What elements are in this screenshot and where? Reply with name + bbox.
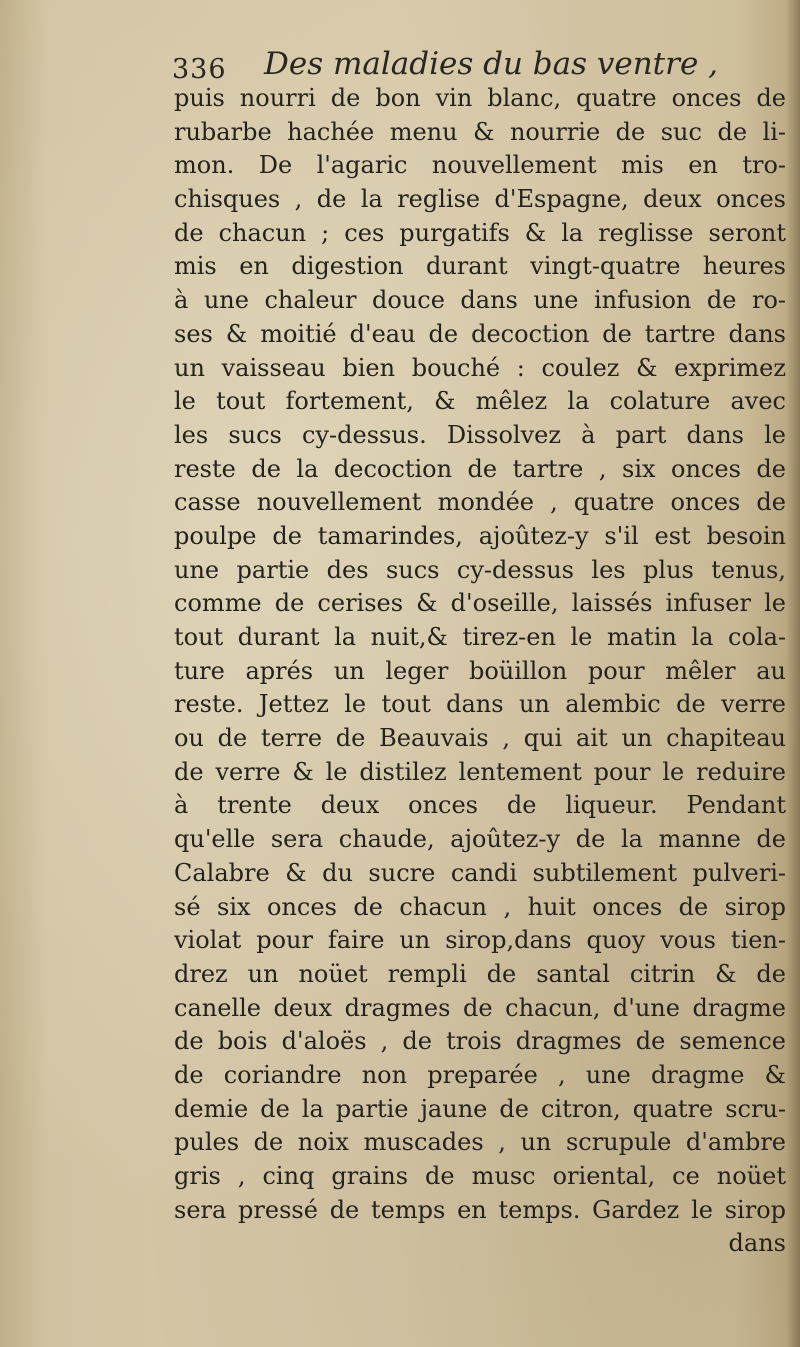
- text-line: poulpe de tamarindes, ajoûtez-y s'il est besoin: [174, 521, 786, 550]
- text-line: de verre & le distilez lentement pour le reduire: [174, 757, 786, 786]
- text-line: reste. Jettez le tout dans un alembic de verre: [174, 690, 786, 719]
- text-line: de bois d'aloës , de trois dragmes de semence: [174, 1027, 786, 1056]
- text-line: ses & moitié d'eau de decoction de tartre dans: [174, 319, 786, 348]
- text-line: violat pour faire un sirop,dans quoy vous tien-: [174, 926, 786, 955]
- text-line: les sucs cy-dessus. Dissolvez à part dans le: [174, 420, 786, 449]
- text-line: canelle deux dragmes de chacun, d'une dragme: [174, 993, 786, 1022]
- text-line: un vaisseau bien bouché : coulez & exprimez: [174, 353, 786, 382]
- text-line: reste de la decoction de tartre , six onces de: [174, 454, 786, 483]
- text-line: sera pressé de temps en temps. Gardez le sirop: [174, 1195, 786, 1224]
- text-line: demie de la partie jaune de citron, quatre scru-: [174, 1094, 786, 1123]
- text-line: rubarbe hachée menu & nourrie de suc de li-: [174, 117, 786, 146]
- text-line: chisques , de la reglise d'Espagne, deux onces: [174, 185, 786, 214]
- text-line: drez un noüet rempli de santal citrin & de: [174, 959, 786, 988]
- text-line: à une chaleur douce dans une infusion de ro-: [174, 286, 786, 315]
- page-number: 336: [172, 54, 227, 85]
- text-line: puis nourri de bon vin blanc, quatre onces de: [174, 84, 786, 112]
- catchword: dans: [728, 1229, 786, 1258]
- text-line: Calabre & du sucre candi subtilement pulveri-: [174, 858, 786, 887]
- text-line: sé six onces de chacun , huit onces de sirop: [174, 892, 786, 921]
- text-line: de chacun ; ces purgatifs & la reglisse seront: [174, 218, 786, 247]
- text-line: mon. De l'agaric nouvellement mis en tro-: [174, 151, 786, 180]
- text-line: comme de cerises & d'oseille, laissés infuser le: [174, 589, 786, 618]
- running-title: Des maladies du bas ventre ,: [264, 46, 719, 82]
- text-line: qu'elle sera chaude, ajoûtez-y de la manne de: [174, 825, 786, 854]
- text-line: à trente deux onces de liqueur. Pendant: [174, 791, 786, 820]
- text-line: pules de noix muscades , un scrupule d'ambre: [174, 1128, 786, 1157]
- text-line: ou de terre de Beauvais , qui ait un chapiteau: [174, 724, 786, 753]
- text-line: une partie des sucs cy-dessus les plus tenus,: [174, 555, 786, 584]
- text-line: casse nouvellement mondée , quatre onces de: [174, 488, 786, 517]
- text-line: ture aprés un leger boüillon pour mêler au: [174, 656, 786, 685]
- text-line: mis en digestion durant vingt-quatre heures: [174, 252, 786, 281]
- text-line: de coriandre non preparée , une dragme &: [174, 1060, 786, 1089]
- text-line: tout durant la nuit,& tirez-en le matin la cola-: [174, 623, 786, 651]
- body-text: [174, 82, 786, 1261]
- text-line: gris , cinq grains de musc oriental, ce noüet: [174, 1162, 786, 1190]
- text-line: le tout fortement, & mêlez la colature avec: [174, 387, 786, 416]
- page-edge-shadow: [786, 0, 800, 1347]
